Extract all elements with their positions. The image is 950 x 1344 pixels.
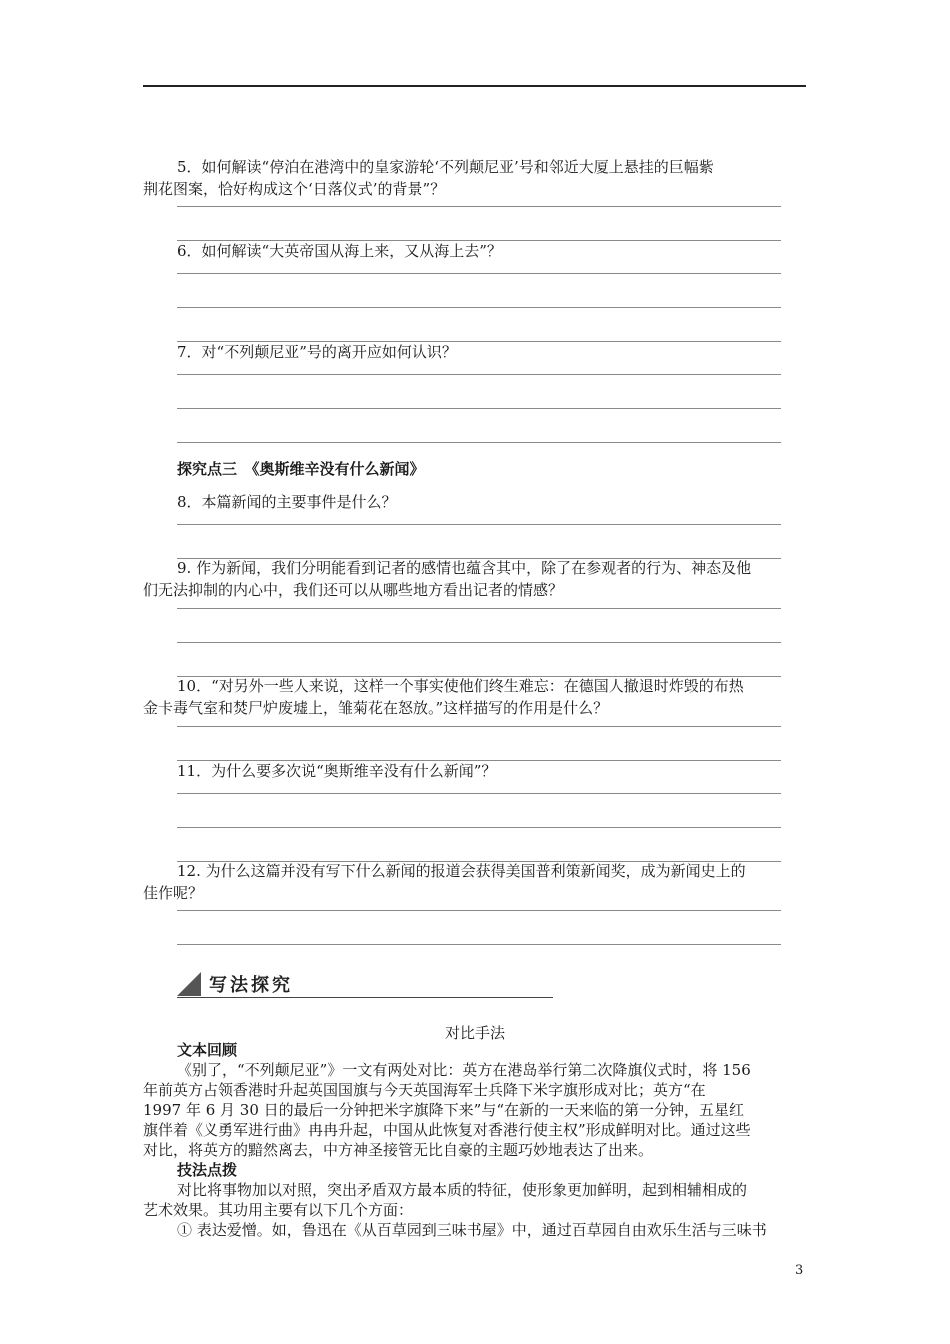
question-10-line2: 金卡毒气室和焚尸炉废墟上，雏菊花在怒放。”这样描写的作用是什么？ [143, 699, 609, 717]
question-10-line1: 10．“对另外一些人来说，这样一个事实使他们终生难忘：在德国人撤退时炸毁的布热 [177, 677, 744, 695]
answer-line[interactable] [177, 524, 781, 525]
question-12 [143, 860, 806, 904]
section-banner-title: 写法探究 [209, 975, 293, 996]
tips-heading: 技法点拨 [177, 1161, 238, 1179]
tips-line: ① 表达爱憎。如，鲁迅在《从百草园到三味书屋》中，通过百草园自由欢乐生活与三味书 [177, 1221, 767, 1239]
question-12-line2: 佳作呢？ [143, 884, 204, 902]
page-number: 3 [795, 1263, 804, 1278]
answer-line[interactable] [177, 944, 781, 945]
question-8-text: 8．本篇新闻的主要事件是什么？ [177, 493, 397, 511]
answer-line[interactable] [177, 608, 781, 609]
answer-line[interactable] [177, 793, 781, 794]
review-line: 年前英方占领香港时升起英国国旗与今天英国海军士兵降下米字旗形成对比；英方“在 [143, 1081, 706, 1099]
question-12-line1: 12. 为什么这篇并没有写下什么新闻的报道会获得美国普利策新闻奖，成为新闻史上的 [177, 862, 746, 880]
answer-line[interactable] [177, 273, 781, 274]
answer-line[interactable] [177, 910, 781, 911]
answer-line[interactable] [177, 408, 781, 409]
answer-line[interactable] [177, 726, 781, 727]
question-8 [143, 491, 806, 513]
question-7-text: 7．对“不列颠尼亚”号的离开应如何认识？ [177, 343, 457, 361]
review-line: 旗伴着《义勇军进行曲》冉冉升起，中国从此恢复对香港行使主权”形成鲜明对比。通过这些 [143, 1121, 751, 1139]
question-9-line1: 9. 作为新闻，我们分明能看到记者的感情也蕴含其中，除了在参观者的行为、神态及他 [177, 559, 752, 577]
triangle-corner-icon [177, 972, 201, 996]
answer-line[interactable] [177, 442, 781, 443]
answer-line[interactable] [177, 827, 781, 828]
question-6-text: 6．如何解读“大英帝国从海上来，又从海上去”？ [177, 242, 502, 260]
review-line: 《别了，“不列颠尼亚”》一文有两处对比：英方在港岛举行第二次降旗仪式时，将 156 [177, 1061, 751, 1079]
section-banner-rule [177, 997, 553, 998]
question-7 [143, 341, 806, 363]
answer-line[interactable] [177, 307, 781, 308]
section-banner [177, 970, 553, 998]
question-9-line2: 们无法抑制的内心中，我们还可以从哪些地方看出记者的情感？ [143, 581, 564, 599]
tips-line: 对比将事物加以对照，突出矛盾双方最本质的特征，使形象更加鲜明，起到相辅相成的 [177, 1181, 748, 1199]
question-11-text: 11．为什么要多次说“奥斯维辛没有什么新闻”？ [177, 762, 497, 780]
question-5-line1: 5．如何解读“停泊在港湾中的皇家游轮‘不列颠尼亚’号和邻近大厦上悬挂的巨幅紫 [177, 158, 714, 176]
review-line: 1997 年 6 月 30 日的最后一分钟把米字旗降下来”与“在新的一天来临的第一分钟，五星红 [143, 1101, 744, 1119]
review-block [143, 1040, 806, 1240]
review-heading: 文本回顾 [177, 1041, 238, 1059]
tips-line: 艺术效果。其功用主要有以下几个方面： [143, 1201, 414, 1219]
answer-line[interactable] [177, 374, 781, 375]
question-11 [143, 760, 806, 782]
question-5 [143, 156, 806, 200]
header-rule [143, 85, 806, 87]
review-line: 对比，将英方的黯然离去，中方神圣接管无比自豪的主题巧妙地表达了出来。 [143, 1141, 654, 1159]
question-10 [143, 675, 806, 719]
question-5-line2: 荆花图案，恰好构成这个‘日落仪式’的背景”？ [143, 180, 446, 198]
answer-line[interactable] [177, 642, 781, 643]
question-6 [143, 240, 806, 262]
question-9 [143, 557, 806, 601]
section-title: 对比手法 [444, 1024, 505, 1042]
answer-line[interactable] [177, 206, 781, 207]
section-3-heading: 探究点三 《奥斯维辛没有什么新闻》 [177, 460, 425, 478]
